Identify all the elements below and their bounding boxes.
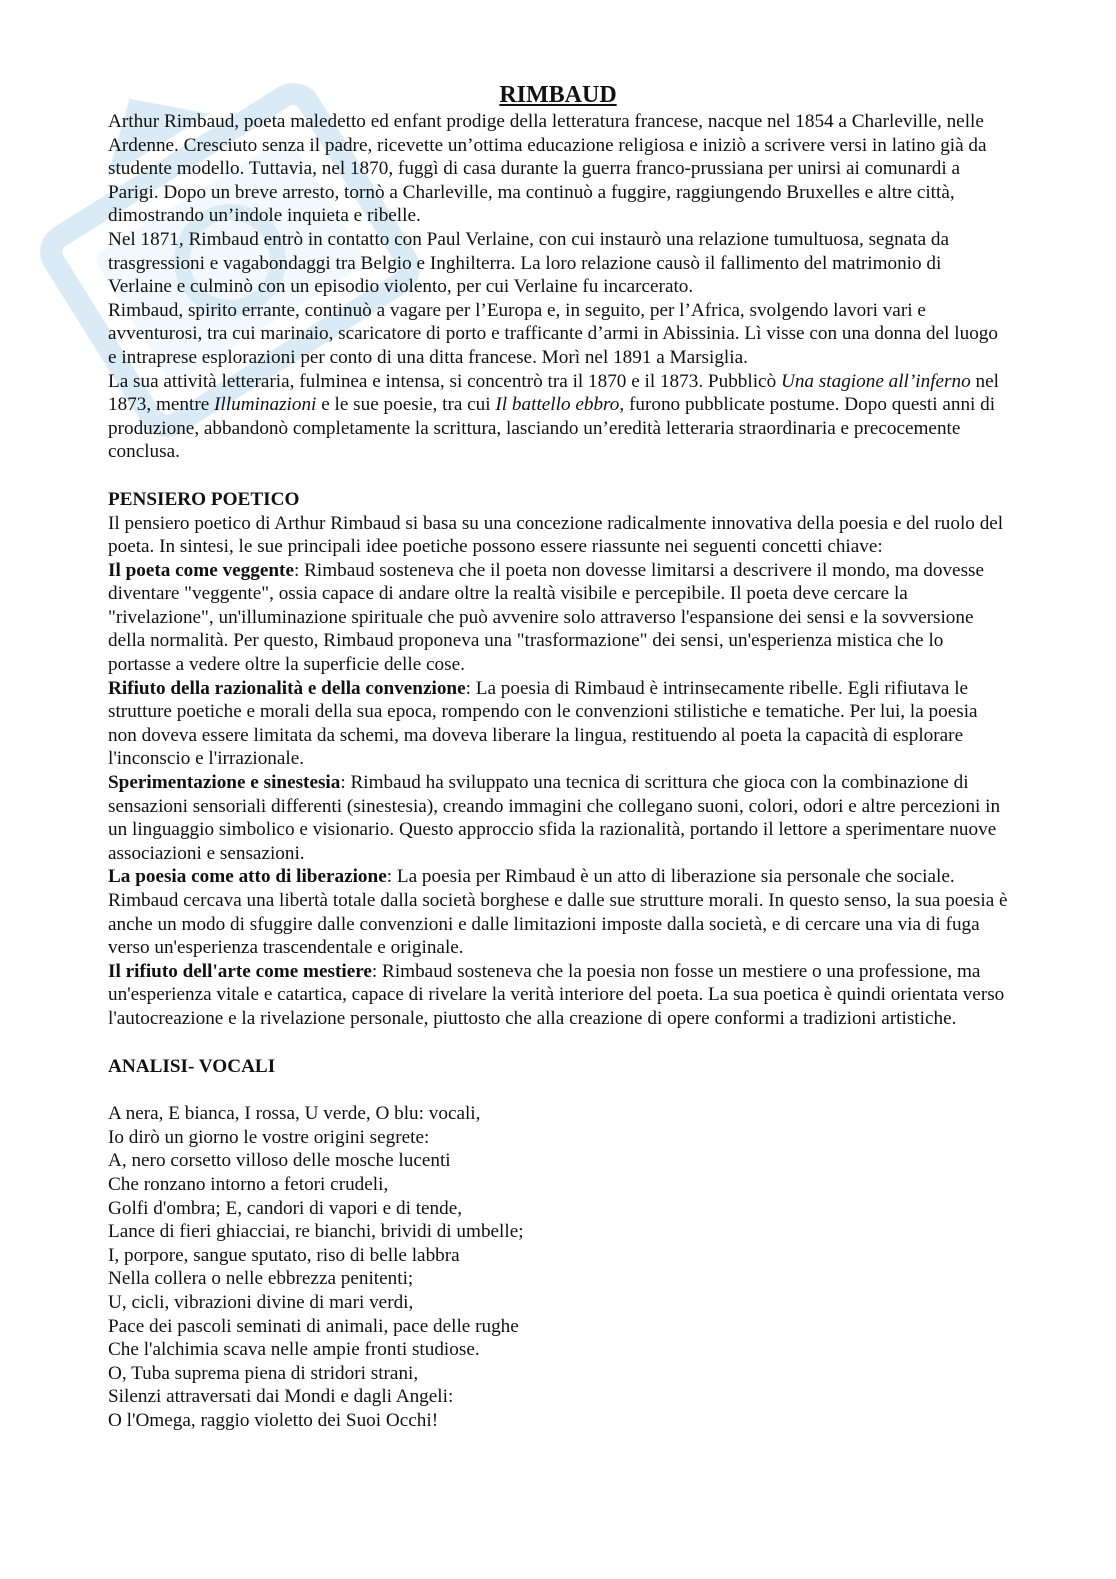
concept-term: Rifiuto della razionalità e della convenzione	[108, 677, 466, 699]
literary-paragraph	[108, 370, 1008, 464]
literary-text-2: nel 1873, mentre	[108, 370, 999, 416]
section-spacer	[108, 1078, 1008, 1102]
poem-line: A nera, E bianca, I rossa, U verde, O blu: vocali,	[108, 1103, 481, 1125]
section-heading-analisi: ANALISI- VOCALI	[108, 1055, 276, 1077]
concept-text: : La poesia di Rimbaud è intrinsecamente ribelle. Egli rifiutava le strutture poetiche e morali della sua epoca, rompendo con le convenzioni stilistiche e tematiche. Per lui, la poesia non doveva essere limitata da schemi, ma doveva liberare la lingua, restituendo al poeta la capacità di esplorare l'inconscio e l'irrazionale.	[108, 677, 978, 770]
poem-line: Che ronzano intorno a fetori crudeli,	[108, 1173, 389, 1195]
concept-term: Sperimentazione e sinestesia	[108, 772, 341, 794]
work-title-illuminazioni: Illuminazioni	[214, 394, 317, 416]
work-title-stagione: Una stagione all’inferno	[780, 370, 971, 392]
concept-paragraph	[108, 865, 1008, 959]
poem-line: Lance di fieri ghiacciai, re bianchi, brividi di umbelle;	[108, 1221, 524, 1243]
literary-text-3: e le sue poesie, tra cui	[316, 394, 496, 416]
section-heading-pensiero: PENSIERO POETICO	[108, 488, 300, 510]
concept-text: : Rimbaud sosteneva che il poeta non dovesse limitarsi a descrivere il mondo, ma dovesse diventare "veggente", ossia capace di andare oltre la realtà visibile e percepibile. Il poeta deve cercare la "rivelazione", un'illuminazione spirituale che può avvenire solo attraverso l'espansione dei sensi e la sovversione della normalità. Per questo, Rimbaud proponeva una "trasformazione" dei sensi, un'esperienza mistica che lo portasse a vedere oltre la superficie delle cose.	[108, 559, 985, 676]
document-body	[108, 80, 1008, 1432]
literary-text-4: , furono pubblicate postume. Dopo questi anni di produzione, abbandonò completamente la scrittura, lasciando un’eredità letteraria straordinaria e precocemente conclusa.	[108, 394, 996, 463]
concept-paragraph	[108, 677, 1008, 771]
concept-paragraph	[108, 771, 1008, 865]
poem-line: Io dirò un giorno le vostre origini segrete:	[108, 1126, 430, 1148]
concept-paragraph	[108, 960, 1008, 1031]
concept-term: La poesia come atto di liberazione	[108, 866, 387, 888]
poem-line: Nella collera o nelle ebbrezza penitenti;	[108, 1268, 414, 1290]
poem-line: U, cicli, vibrazioni divine di mari verdi,	[108, 1291, 414, 1313]
concept-text: : Rimbaud sosteneva che la poesia non fosse un mestiere o una professione, ma un'esperienza vitale e catartica, capace di rivelare la verità interiore del poeta. La sua poetica è quindi orientata verso l'autocreazione e la rivelazione personale, piuttosto che alla creazione di opere conformi a tradizioni artistiche.	[108, 960, 1005, 1029]
poem-line: Che l'alchimia scava nelle ampie fronti studiose.	[108, 1339, 480, 1361]
concept-text: : Rimbaud ha sviluppato una tecnica di scrittura che gioca con la combinazione di sensazioni sensoriali differenti (sinestesia), creando immagini che collegano suoni, colori, odori e altre percezioni in un linguaggio simbolico e visionario. Questo approccio sfida la razionalità, portando il lettore a sperimentare nuove associazioni e sensazioni.	[108, 772, 1001, 864]
concept-term: Il poeta come veggente	[108, 559, 294, 581]
section-spacer	[108, 1031, 1008, 1055]
page-title: RIMBAUD	[499, 82, 617, 108]
poem-line: O l'Omega, raggio violetto dei Suoi Occhi!	[108, 1409, 439, 1431]
poem-line: I, porpore, sangue sputato, riso di belle labbra	[108, 1244, 460, 1266]
concept-term: Il rifiuto dell'arte come mestiere	[108, 960, 372, 982]
section-spacer	[108, 464, 1008, 488]
bio-paragraph-3: Rimbaud, spirito errante, continuò a vagare per l’Europa e, in seguito, per l’Africa, svolgendo lavori vari e avventurosi, tra cui marinaio, scaricatore di porto e trafficante d’armi in Abissinia. Lì visse con una donna del luogo e intraprese esplorazioni per conto di una ditta francese. Morì nel 1891 a Marsiglia.	[108, 299, 998, 368]
pensiero-intro: Il pensiero poetico di Arthur Rimbaud si basa su una concezione radicalmente innovativa della poesia e del ruolo del poeta. In sintesi, le sue principali idee poetiche possono essere riassunte nei seguenti concetti chiave:	[108, 512, 1004, 558]
poem-vocali	[108, 1102, 1008, 1432]
literary-text-1: La sua attività letteraria, fulminea e intensa, si concentrò tra il 1870 e il 1873. Pubblicò	[108, 370, 781, 392]
work-title-battello: Il battello ebbro	[495, 394, 620, 416]
poem-line: A, nero corsetto villoso delle mosche lucenti	[108, 1150, 451, 1172]
poem-line: O, Tuba suprema piena di stridori strani,	[108, 1362, 419, 1384]
poem-line: Golfi d'ombra; E, candori di vapori e di tende,	[108, 1197, 463, 1219]
concept-text: : La poesia per Rimbaud è un atto di liberazione sia personale che sociale. Rimbaud cercava una libertà totale dalla società borghese e dalle sue strutture morali. In questo senso, la sua poesia è anche un modo di sfuggire dalle convenzioni e dalle limitazioni imposte dalla società, e di cercare una via di fuga verso un'esperienza trascendentale e originale.	[108, 866, 1008, 959]
bio-paragraph-1: Arthur Rimbaud, poeta maledetto ed enfant prodige della letteratura francese, nacque nel 1854 a Charleville, nelle Ardenne. Cresciuto senza il padre, ricevette un’ottima educazione religiosa e iniziò a scrivere versi in latino già da studente modello. Tuttavia, nel 1870, fuggì di casa durante la guerra franco-prussiana per unirsi ai comunardi a Parigi. Dopo un breve arresto, tornò a Charleville, ma continuò a fuggire, raggiungendo Bruxelles e altre città, dimostrando un’indole inquieta e ribelle.	[108, 111, 987, 227]
bio-paragraph-2: Nel 1871, Rimbaud entrò in contatto con Paul Verlaine, con cui instaurò una relazione tumultuosa, segnata da trasgressioni e vagabondaggi tra Belgio e Inghilterra. La loro relazione causò il fallimento del matrimonio di Verlaine e culminò con un episodio violento, per cui Verlaine fu incarcerato.	[108, 228, 950, 298]
poem-line: Pace dei pascoli seminati di animali, pace delle rughe	[108, 1315, 519, 1337]
concept-paragraph	[108, 559, 1008, 677]
poem-line: Silenzi attraversati dai Mondi e dagli Angeli:	[108, 1386, 454, 1408]
